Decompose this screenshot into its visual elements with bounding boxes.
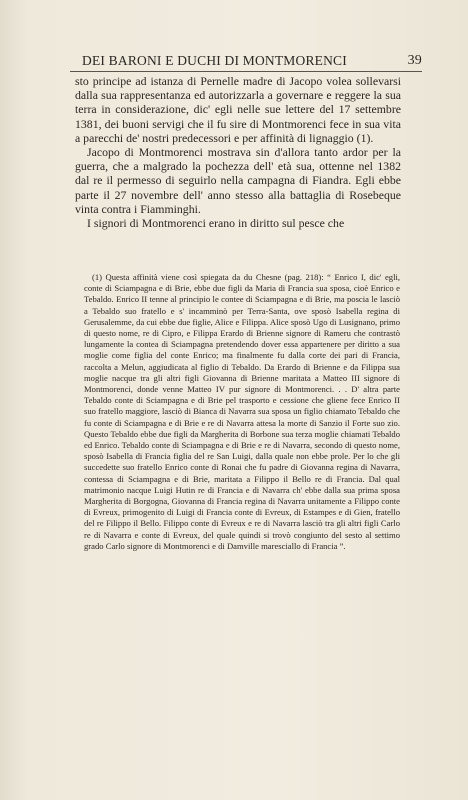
footnote: [84, 272, 400, 552]
running-title: DEI BARONI E DUCHI DI MONTMORENCI: [82, 53, 347, 68]
paragraph-jacopo: Jacopo di Montmorenci mostrava sin d'allora tanto ardor per la guerra, che a malgrado la pochezza dell' età sua, ottenne nel 1382 dal re il permesso di seguirlo nella campagna di Fiandra. Egli ebbe parte il 27 novembre dell' anno stesso alla battaglia di Rosebeque vinta contra i Fiamminghi.: [75, 145, 401, 216]
footnote-text: (1) Questa affinità viene così spiegata da du Chesne (pag. 218): “ Enrico I, dic' egli, conte di Sciampagna e di Brie, ebbe due figli da Maria di Francia sua sposa, cioè Enrico e Tebaldo. Enrico II tenne al principio le contee di Sciampagna e di Brie, ma poscia le lasciò a Tebaldo suo fratello e s' incamminò per Terra-Santa, ove sposò Isabella regina di Gerusalemme, da cui ebbe due figlie, Alice e Filippa. Alice sposò Ugo di Lusignano, primo di questo nome, re di Cipro, e Filippa Erardo di Brienne signore di Rameru che contrastò lungamente la contea di Sciampagna pretendendo dover essa appartenere per diritto a sua moglie come figlia del conte Enrico; ma finalmente fu dalla corte dei pari di Francia, raccolta a Melun, aggiudicata al figlio di Tebaldo. Da Erardo di Brienne e da Filippa sua moglie nacque tra gli altri figli Giovanna di Brienne maritata a Matteo III signore di Montmorenci, donde venne Matteo IV pur signore di Montmorenci. . . D' altra parte Tebaldo conte di Sciampagna e di Brie pel trasporto e cessione che gliene fece Enrico II suo fratello maggiore, lasciò di Bianca di Navarra sua sposa un figlio chiamato Tebaldo che fu conte di Sciampagna e di Brie e re di Navarra attesa la morte di Sanzio il Forte suo zio. Questo Tebaldo ebbe due figli da Margherita di Borbone sua terza moglie chiamati Tebaldo ed Enrico. Tebaldo conte di Sciampagna e di Brie e re di Navarra, secondo di questo nome, sposò Isabella di Francia figlia del re San Luigi, dalla quale non ebbe prole. Per lo che gli succedette suo fratello Enrico conte di Ronai che fu padre di Giovanna regina di Navarra, contessa di Sciampagna e di Brie, maritata a Filippo il Bello re di Francia. Dal qual matrimonio nacque Luigi Hutin re di Francia e di Navarra ch' ebbe dalla sua prima sposa Margherita di Borgogna, Giovanna di Francia regina di Navarra unitamente a Filippo conte di Evreux, primogenito di Luigi di Francia conte di Evreux, di Estampes e di Gien, fratello del re Filippo il Bello. Filippo conte di Evreux e re di Navarra lasciò tra gli altri figli Carlo re di Navarra e conte di Evreux, del quale quindi si trovò congiunto del sesto al settimo grado Carlo signore di Montmorenci e di Damville maresciallo di Francia ”.: [84, 272, 400, 551]
paragraph-continued: sto principe ad istanza di Pernelle madre di Jacopo volea sollevarsi dalla sua rappresentanza ed autorizzarla a governare e reggere la sua terra in considerazione, dic' egli nelle sue lettere del 17 settembre 1381, dei buoni servigi che il fu sire di Montmorenci fece in sua vita a parecchi de' nostri predecessori e per affinità di lignaggio (1).: [75, 74, 401, 145]
header-rule: [70, 71, 422, 72]
paragraph-signori: I signori di Montmorenci erano in diritto sul pesce che: [87, 216, 345, 231]
page-header: [70, 53, 422, 69]
page-number: 39: [407, 53, 422, 68]
main-text: [75, 74, 401, 230]
